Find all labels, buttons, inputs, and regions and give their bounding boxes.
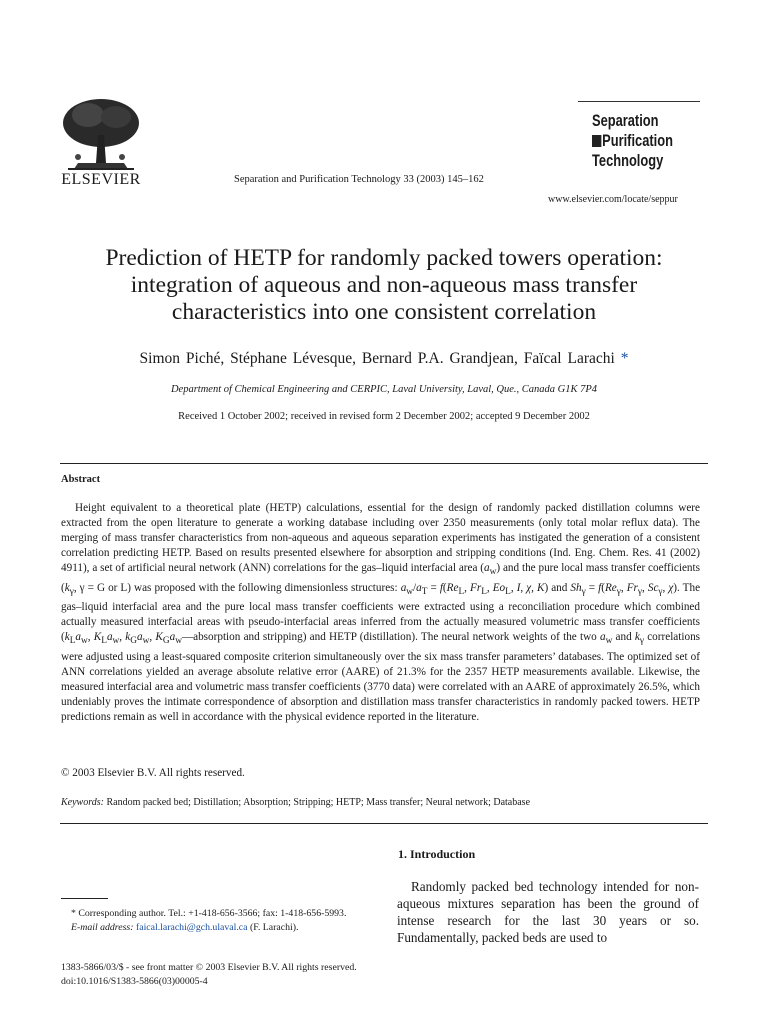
issn-line: 1383-5866/03/$ - see front matter © 2003 Elsevier B.V. All rights reserved.: [61, 962, 357, 973]
keywords: [61, 797, 711, 808]
intro-body: [397, 878, 699, 946]
abstract-copyright: © 2003 Elsevier B.V. All rights reserved.: [61, 767, 245, 779]
abstract-paragraph: Height equivalent to a theoretical plate (HETP) calculations, essential for the design of randomly packed distillation columns were extracted from the open literature to generate a working database including over 2350 measurements (only total molar reflux data). The merging of mass transfer characteristics from non-aqueous and aqueous separation experiments has instigated the generation of a consistent correlation predicting HETP. Based on results presented elsewhere for absorption and stripping conditions (Ind. Eng. Chem. Res. 41 (2002) 4911), a set of artificial neural network (ANN) correlations for the gas–liquid interfacial area $(a_w)$ and the pure local mass transfer coefficients ($k_\gamma$, γ = G or L) was proposed with the following dimensionless structures: $a_w/a_T = f(Re_L$, $Fr_L$, $Eo_L$, I, χ, K) and $Sh_\gamma = f(Re_\gamma$, $Fr_\gamma$, $Sc_\gamma$, χ). The gas–liquid interfacial area and the pure local mass transfer coefficients were extracted using a reconciliation procedure which combined actually measured interfacial areas with pseudo-interfacial areas inferred from the actually measured volumetric mass transfer coefficients ($k_La_w$, $K_La_w$, $k_Ga_w$, $K_Ga_w—absorption$ and stripping) and HETP (distillation). The neural network weights of the two $a_w$ and $k_\gamma$ correlations were adjusted using a least-squared composite criterion simultaneously over the six mass transfer parameters’ databases. The optimized set of ANN correlations yielded an average absolute relative error (AARE) of 21.3% for the 2357 HETP measurements available. Likewise, the measured interfacial area and volumetric mass transfer coefficients (3770 data) were correlated with an AARE of approximately 26.5%, which undeniably proves the intimate correspondence of absorption and distillation mass transfer characteristics in randomly packed towers. HETP predictions remain as well in accordance with the physical evidence reported in the literature.: [61, 502, 701, 723]
journal-title-line: Purification: [592, 131, 673, 151]
front-matter: [61, 961, 357, 989]
abstract-heading: Abstract: [61, 474, 101, 485]
elsevier-tree-icon: [58, 95, 144, 173]
article-title: [40, 245, 728, 326]
keywords-text: Random packed bed; Distillation; Absorption; Stripping; HETP; Mass transfer; Neural network; Database: [106, 797, 531, 808]
elsevier-logo: [58, 95, 144, 193]
journal-url[interactable]: www.elsevier.com/locate/seppur: [548, 194, 678, 205]
intro-paragraph: Randomly packed bed technology intended for non-aqueous mixtures separation has been the ground of intense research for the last 30 years or so. Fundamentally, packed beds are used to: [397, 879, 699, 945]
journal-mark-icon: [592, 135, 601, 147]
email-suffix: (F. Larachi).: [249, 921, 299, 933]
journal-title-line: Separation: [592, 112, 659, 130]
journal-title-rule: [578, 101, 700, 102]
authors-text: Simon Piché, Stéphane Lévesque, Bernard P.A. Grandjean, Faïcal Larachi: [139, 350, 615, 367]
title-line: characteristics into one consistent correlation: [171, 299, 597, 325]
title-line: Prediction of HETP for randomly packed towers operation:: [105, 245, 663, 271]
footnote: [61, 907, 366, 934]
email-link[interactable]: faical.larachi@gch.ulaval.ca: [135, 921, 248, 933]
keywords-label: Keywords:: [61, 797, 104, 808]
corresponding-author-note: * Corresponding author. Tel.: +1-418-656-3566; fax: 1-418-656-5993.: [71, 908, 347, 919]
affiliation: Department of Chemical Engineering and CERPIC, Laval University, Laval, Que., Canada G1K 7P4: [170, 384, 598, 395]
section-heading-introduction: 1. Introduction: [398, 847, 476, 861]
title-line: integration of aqueous and non-aqueous mass transfer: [130, 272, 638, 298]
doi-line[interactable]: doi:10.1016/S1383-5866(03)00005-4: [61, 976, 208, 987]
journal-title-line: Technology: [592, 152, 664, 170]
abstract-body: [61, 501, 700, 725]
email-label: E-mail address:: [71, 921, 134, 933]
email-line: [61, 921, 366, 935]
abstract-top-rule: [60, 463, 708, 464]
received-dates: Received 1 October 2002; received in revised form 2 December 2002; accepted 9 December 2002: [178, 411, 590, 422]
journal-citation: Separation and Purification Technology 33 (2003) 145–162: [234, 174, 484, 185]
corresponding-author-link[interactable]: *: [620, 350, 629, 367]
author-list: [40, 350, 728, 368]
journal-title: [592, 111, 673, 171]
footnote-rule: [61, 898, 108, 899]
abstract-bottom-rule: [60, 823, 708, 824]
publisher-name: ELSEVIER: [61, 171, 141, 188]
